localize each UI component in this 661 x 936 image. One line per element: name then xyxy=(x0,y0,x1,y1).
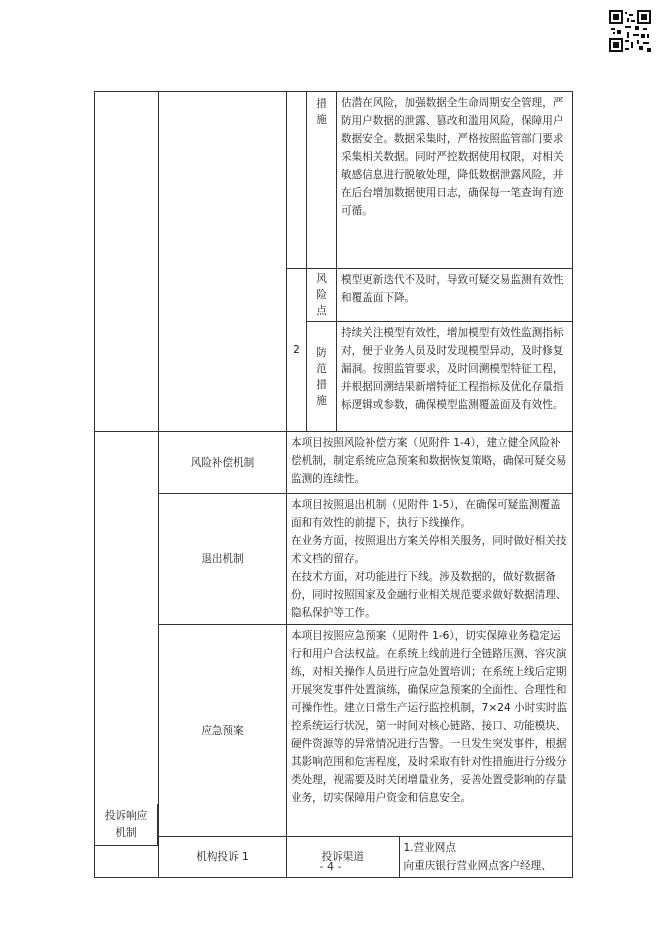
complaint-channel-line-2: 向重庆银行营业网点客户经理、 xyxy=(403,860,552,872)
exit-paragraph-3: 在技术方面，对功能进行下线。涉及数据的，做好数据备份，同时按照国家及金融行业相关规范要求做好数据清理、隐私保护等工作。 xyxy=(291,571,567,619)
table-row xyxy=(95,494,573,625)
emergency-label: 应急预案 xyxy=(159,625,287,837)
complaint-mechanism-label: 投诉响应机制 xyxy=(94,804,158,846)
exit-text xyxy=(287,494,573,625)
exit-paragraph-2: 在业务方面，按照退出方案关停相关服务，同时做好相关技术文档的留存。 xyxy=(291,535,567,565)
table-row xyxy=(95,432,573,494)
outer-blank-cell xyxy=(95,92,159,432)
prevention-label: 防范措施 xyxy=(307,322,337,432)
prevention-text: 持续关注模型有效性，增加模型有效性监测指标对，便于业务人员及时发现模型异动，及时修复漏洞。按照监管要求，及时回溯模型特征工程，并根据回溯结果新增特征工程指标及优化存量指标逻辑或参数，确保模型监测覆盖面及有效性。 xyxy=(337,322,573,432)
measure-label: 措施 xyxy=(307,92,337,269)
measure-text: 估潜在风险，加强数据全生命周期安全管理，严防用户数据的泄露、篡改和滥用风险，保障用户数据安全。数据采集时，严格按照监管部门要求采集相关数据。同时严控数据使用权限，对相关敏感信息进行脱敏处理，降低数据泄露风险，并在后台增加数据使用日志，确保每一笔查询有迹可循。 xyxy=(337,92,573,269)
compensation-label: 风险补偿机制 xyxy=(159,432,287,494)
table-row xyxy=(95,92,573,269)
exit-paragraph-1: 本项目按照退出机制（见附件 1-5），在确保可疑监测覆盖面和有效性的前提下，执行下线操作。 xyxy=(291,499,561,529)
page-number: - 4 - xyxy=(319,860,342,873)
risk-control-table xyxy=(94,91,573,878)
index-blank-cell xyxy=(287,92,307,269)
complaint-channel-label: 投诉渠道 xyxy=(287,837,399,877)
table-row xyxy=(95,625,573,837)
exit-label: 退出机制 xyxy=(159,494,287,625)
emergency-text: 本项目按照应急预案（见附件 1-6），切实保障业务稳定运行和用户合法权益。在系统上线前进行全链路压测、容灾演练，对相关操作人员进行应急处置培训；在系统上线后定期开展突发事件处置演练，确保应急预案的全面性、合理性和可操作性。建立日常生产运行监控机制，7×24 小时实时监控系统运行状况，第一时间对核心链路、接口、功能模块、硬件资源等的异常情况进行告警。一旦发生突发事件，根据其影响范围和危害程度，及时采取有针对性措施进行分级分类处理，视需要及时关闭增量业务，妥善处置受影响的存量业务，切实保障用户资金和信息安全。 xyxy=(287,625,573,837)
risk-number: 2 xyxy=(287,269,307,432)
risk-point-text: 模型更新迭代不及时，导致可疑交易监测有效性和覆盖面下降。 xyxy=(337,269,573,322)
compensation-text: 本项目按照风险补偿方案（见附件 1-4），建立健全风险补偿机制，制定系统应急预案和数据恢复策略，确保可疑交易监测的连续性。 xyxy=(287,432,573,494)
complaint-channel-line-1: 1.营业网点 xyxy=(403,842,456,854)
risk-point-label: 风险点 xyxy=(307,269,337,322)
complaint-org: 机构投诉 1 xyxy=(159,837,287,878)
mid-blank-cell xyxy=(159,92,287,432)
qr-code xyxy=(609,10,651,52)
